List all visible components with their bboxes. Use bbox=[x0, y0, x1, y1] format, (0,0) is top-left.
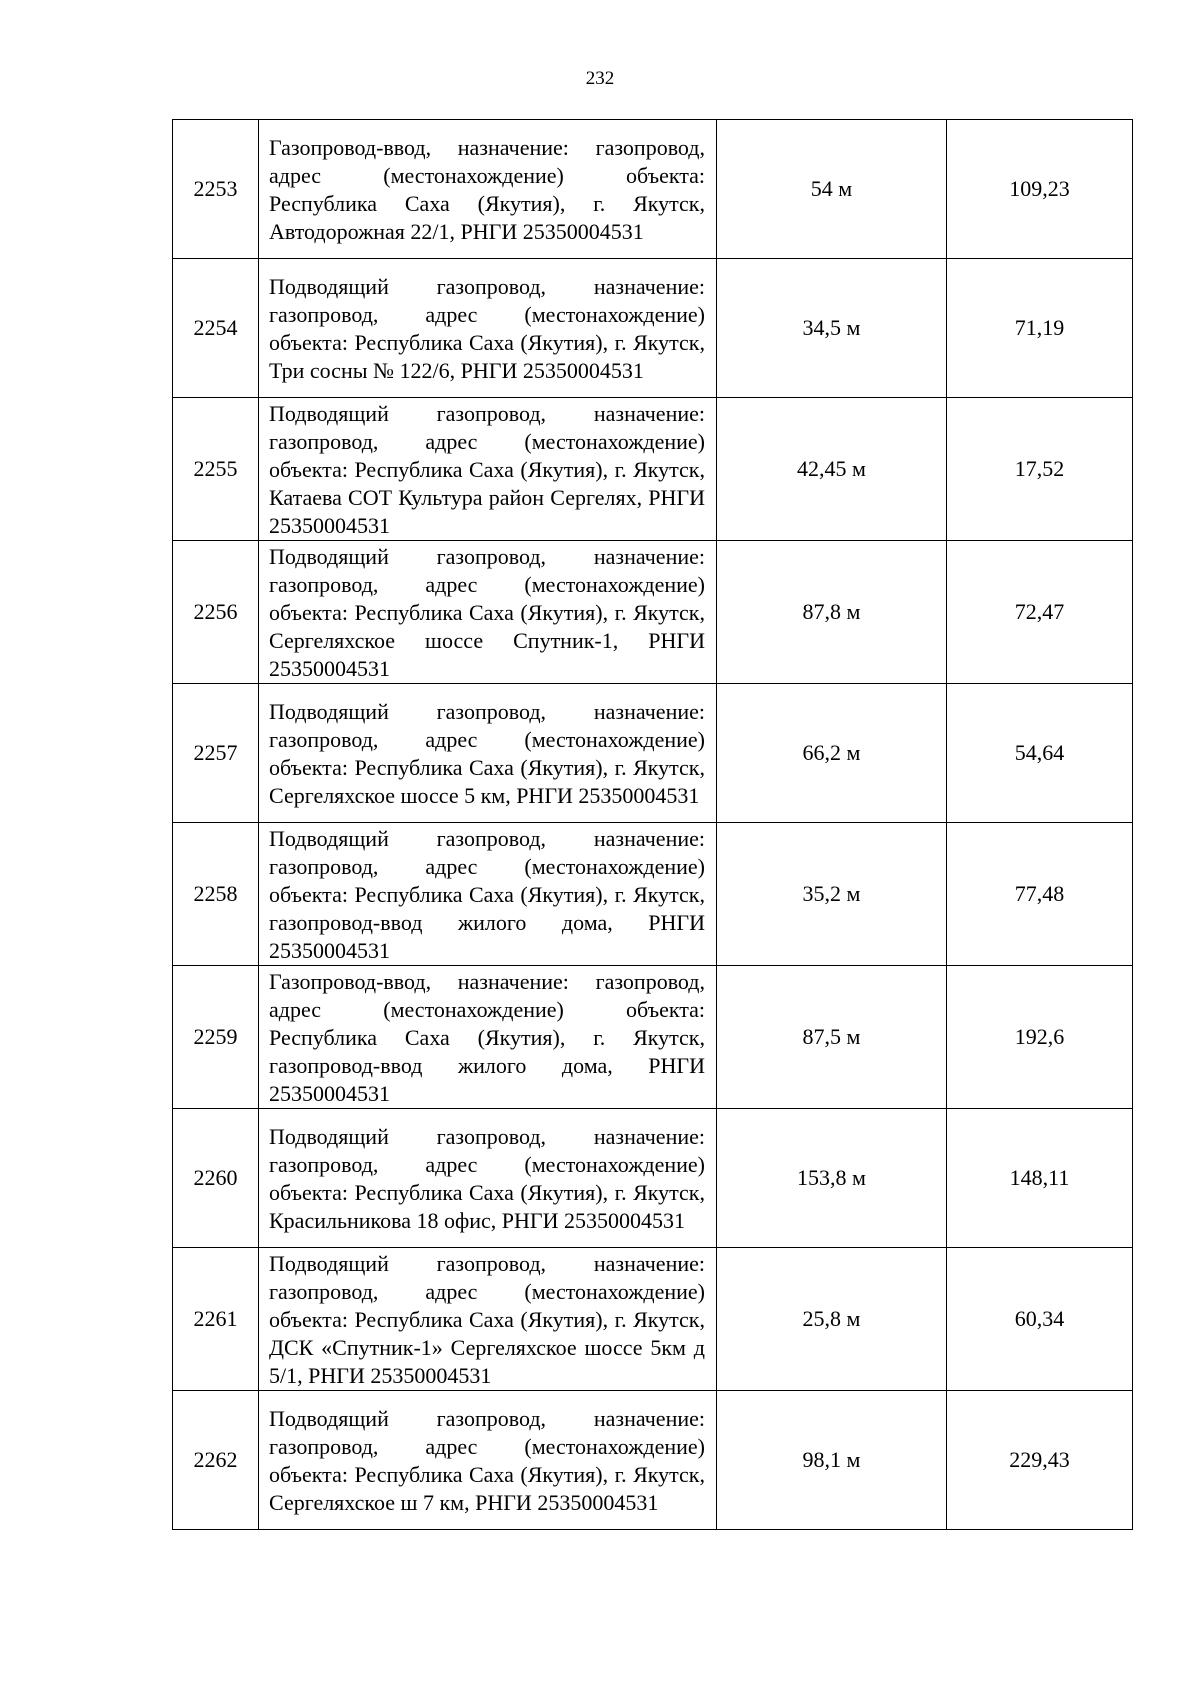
length-cell: 98,1 м bbox=[717, 1391, 947, 1530]
object-description-cell: Подводящий газопровод, назначение: газопровод, адрес (местонахождение) объекта: Республика Саха (Якутия), г. Якутск, Сергеляхское ш 7 км, РНГИ 25350004531 bbox=[259, 1391, 717, 1530]
length-cell: 34,5 м bbox=[717, 259, 947, 398]
length-cell: 66,2 м bbox=[717, 684, 947, 823]
table-row bbox=[173, 1248, 1133, 1391]
table-row bbox=[173, 541, 1133, 684]
row-number-cell: 2262 bbox=[173, 1391, 259, 1530]
object-description-cell: Подводящий газопровод, назначение: газопровод, адрес (местонахождение) объекта: Республика Саха (Якутия), г. Якутск, ДСК «Спутник-1» Сергеляхское шоссе 5км д 5/1, РНГИ 25350004531 bbox=[259, 1248, 717, 1391]
table-row bbox=[173, 259, 1133, 398]
length-cell: 153,8 м bbox=[717, 1109, 947, 1248]
table-row bbox=[173, 398, 1133, 541]
row-number-cell: 2258 bbox=[173, 823, 259, 966]
table-row bbox=[173, 684, 1133, 823]
row-number-cell: 2253 bbox=[173, 120, 259, 259]
row-number-cell: 2254 bbox=[173, 259, 259, 398]
value-cell: 77,48 bbox=[947, 823, 1133, 966]
row-number-cell: 2256 bbox=[173, 541, 259, 684]
table-row bbox=[173, 1391, 1133, 1530]
object-description-cell: Подводящий газопровод, назначение: газопровод, адрес (местонахождение) объекта: Республика Саха (Якутия), г. Якутск, Сергеляхское шоссе 5 км, РНГИ 25350004531 bbox=[259, 684, 717, 823]
value-cell: 229,43 bbox=[947, 1391, 1133, 1530]
object-description-cell: Подводящий газопровод, назначение: газопровод, адрес (местонахождение) объекта: Республика Саха (Якутия), г. Якутск, газопровод-ввод жилого дома, РНГИ 25350004531 bbox=[259, 823, 717, 966]
row-number-cell: 2261 bbox=[173, 1248, 259, 1391]
value-cell: 71,19 bbox=[947, 259, 1133, 398]
object-description-cell: Подводящий газопровод, назначение: газопровод, адрес (местонахождение) объекта: Республика Саха (Якутия), г. Якутск, Три сосны № 122/6, РНГИ 25350004531 bbox=[259, 259, 717, 398]
object-description-cell: Подводящий газопровод, назначение: газопровод, адрес (местонахождение) объекта: Республика Саха (Якутия), г. Якутск, Катаева СОТ Культура район Сергелях, РНГИ 25350004531 bbox=[259, 398, 717, 541]
length-cell: 25,8 м bbox=[717, 1248, 947, 1391]
table-row bbox=[173, 823, 1133, 966]
row-number-cell: 2260 bbox=[173, 1109, 259, 1248]
value-cell: 17,52 bbox=[947, 398, 1133, 541]
length-cell: 87,8 м bbox=[717, 541, 947, 684]
length-cell: 42,45 м bbox=[717, 398, 947, 541]
object-description-cell: Газопровод-ввод, назначение: газопровод, адрес (местонахождение) объекта: Республика Саха (Якутия), г. Якутск, Автодорожная 22/1, РНГИ 25350004531 bbox=[259, 120, 717, 259]
length-cell: 87,5 м bbox=[717, 966, 947, 1109]
value-cell: 54,64 bbox=[947, 684, 1133, 823]
length-cell: 54 м bbox=[717, 120, 947, 259]
object-description-cell: Газопровод-ввод, назначение: газопровод, адрес (местонахождение) объекта: Республика Саха (Якутия), г. Якутск, газопровод-ввод жилого дома, РНГИ 25350004531 bbox=[259, 966, 717, 1109]
page-number: 232 bbox=[585, 68, 615, 89]
object-description-cell: Подводящий газопровод, назначение: газопровод, адрес (местонахождение) объекта: Республика Саха (Якутия), г. Якутск, Сергеляхское шоссе Спутник-1, РНГИ 25350004531 bbox=[259, 541, 717, 684]
length-cell: 35,2 м bbox=[717, 823, 947, 966]
value-cell: 192,6 bbox=[947, 966, 1133, 1109]
object-description-cell: Подводящий газопровод, назначение: газопровод, адрес (местонахождение) объекта: Республика Саха (Якутия), г. Якутск, Красильникова 18 офис, РНГИ 25350004531 bbox=[259, 1109, 717, 1248]
row-number-cell: 2259 bbox=[173, 966, 259, 1109]
row-number-cell: 2255 bbox=[173, 398, 259, 541]
value-cell: 72,47 bbox=[947, 541, 1133, 684]
value-cell: 60,34 bbox=[947, 1248, 1133, 1391]
value-cell: 109,23 bbox=[947, 120, 1133, 259]
row-number-cell: 2257 bbox=[173, 684, 259, 823]
gas-pipeline-registry-table bbox=[172, 119, 1133, 1530]
table-row bbox=[173, 1109, 1133, 1248]
table-row bbox=[173, 966, 1133, 1109]
value-cell: 148,11 bbox=[947, 1109, 1133, 1248]
table-row bbox=[173, 120, 1133, 259]
